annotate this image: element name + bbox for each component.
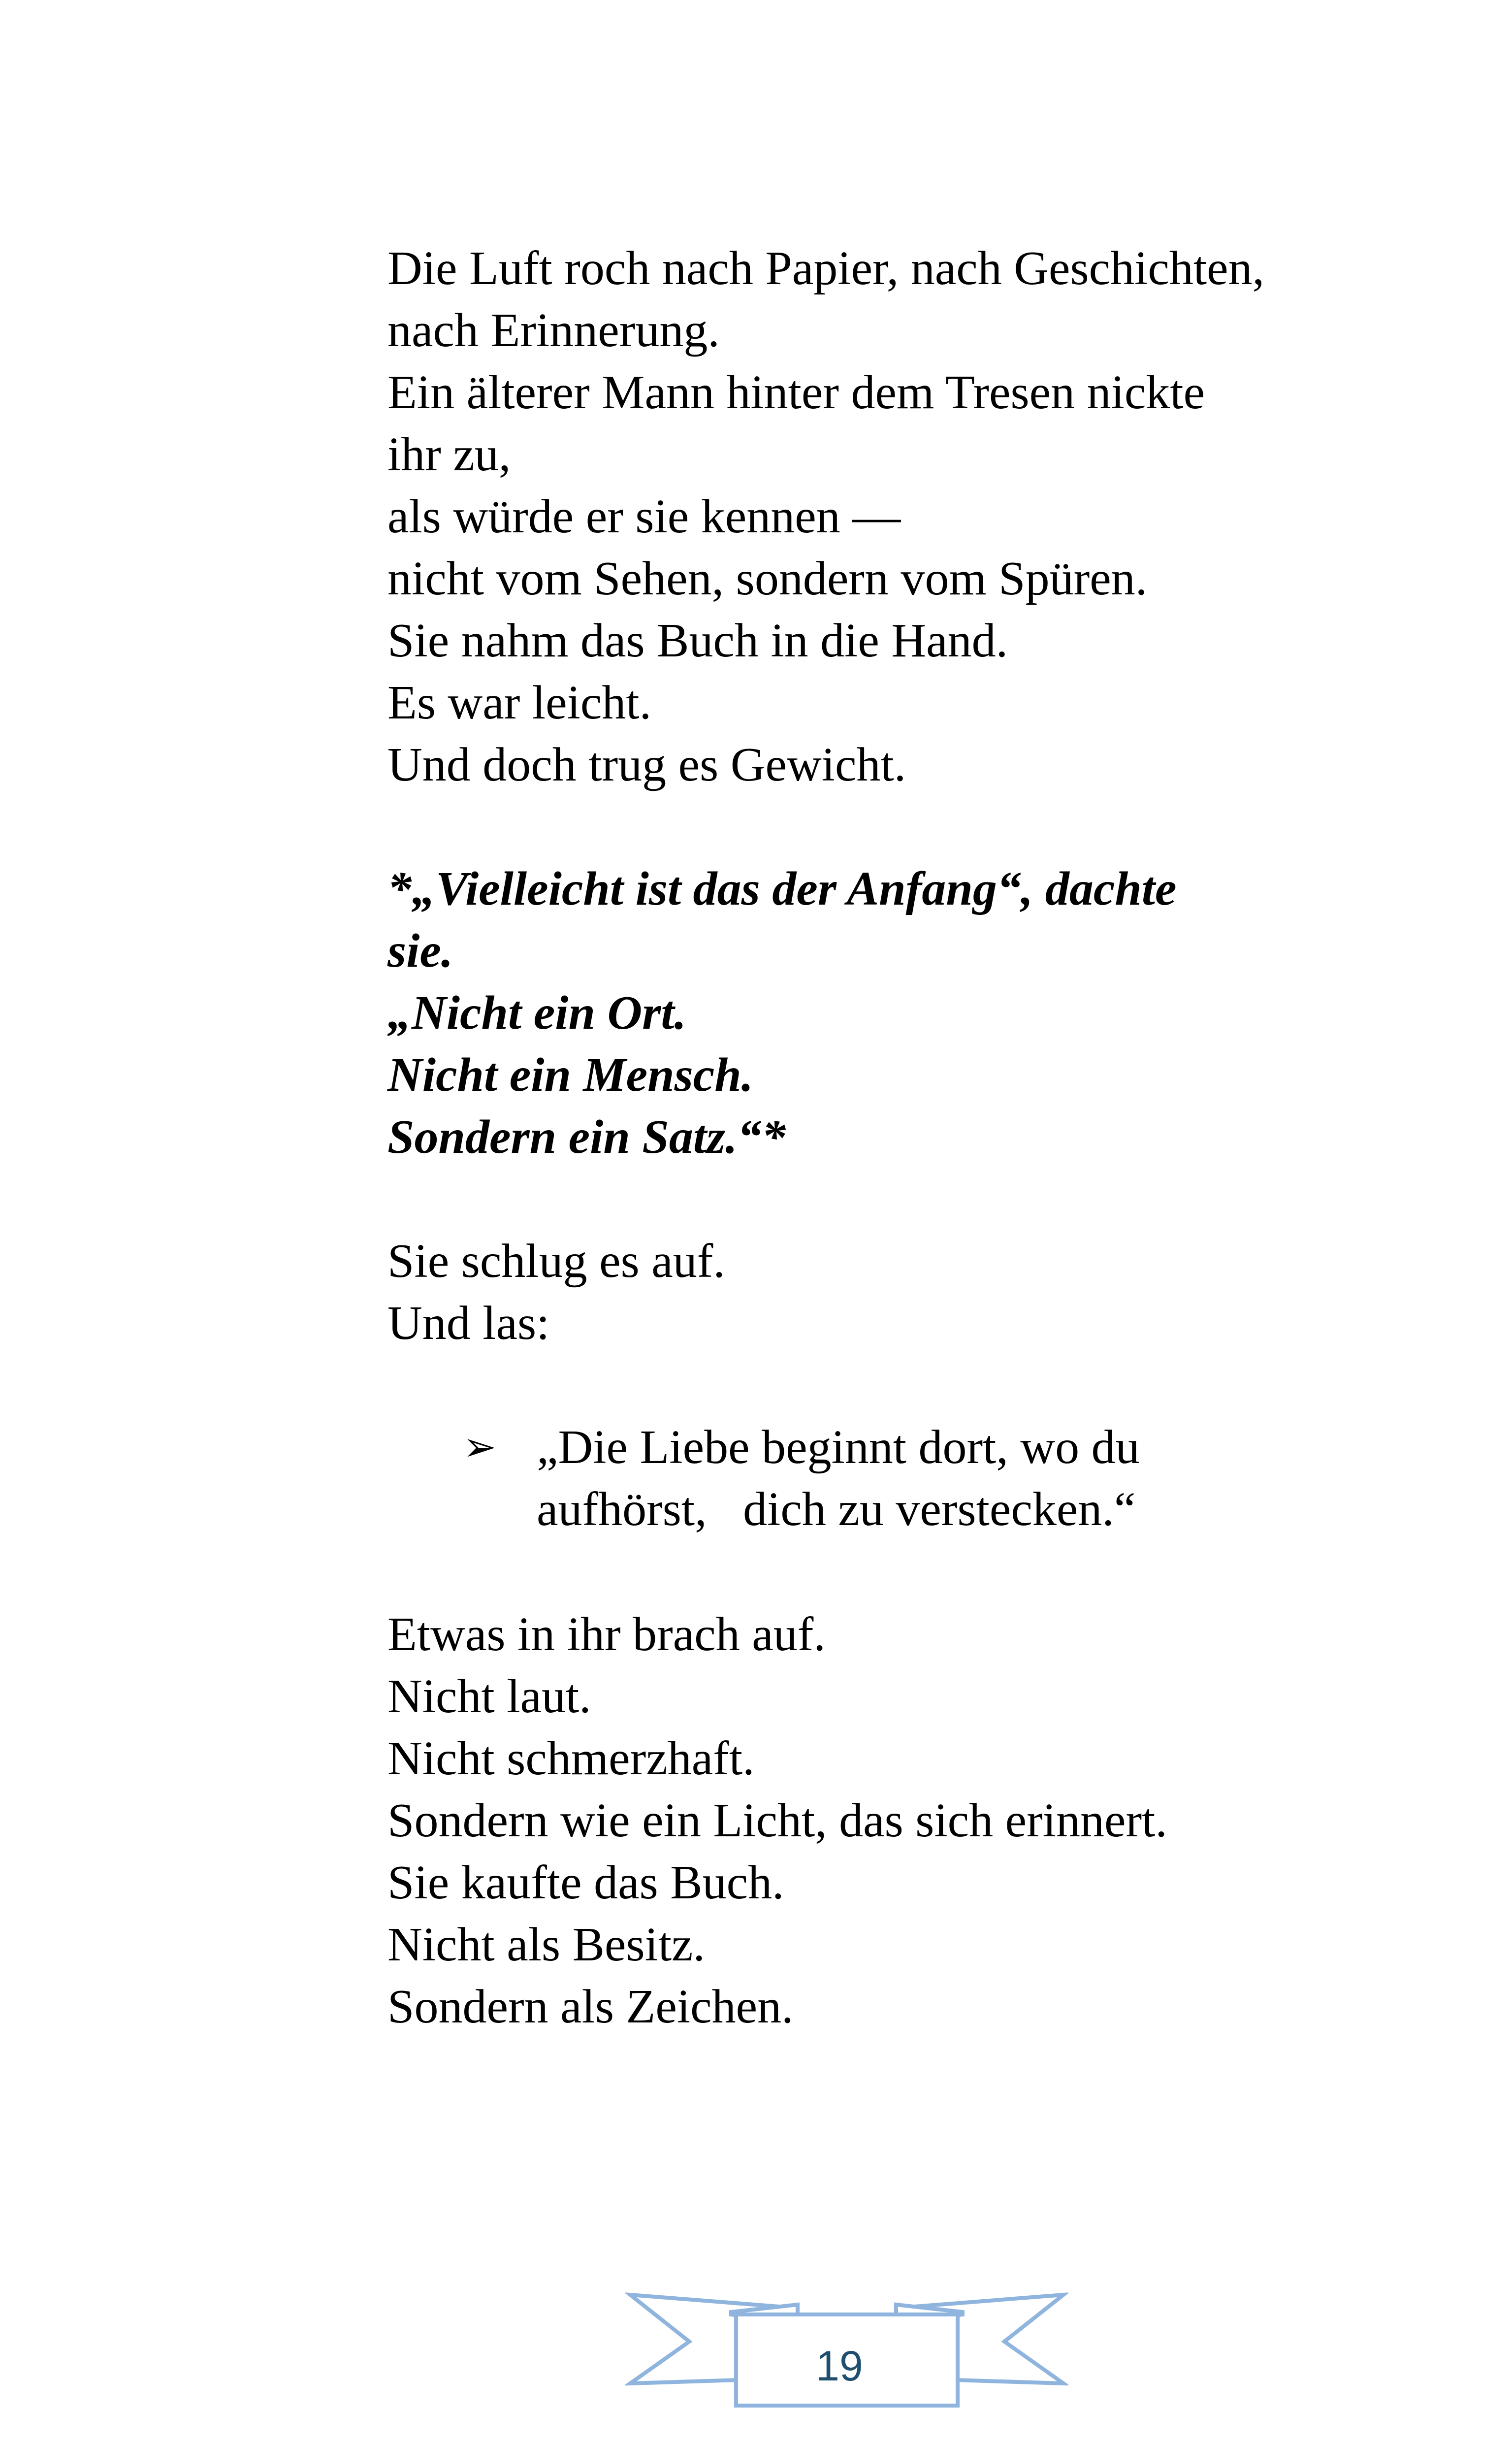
body-line: Es war leicht. (387, 676, 652, 729)
body-line: Nicht als Besitz. (387, 1918, 706, 1971)
body-line: als würde er sie kennen — (387, 490, 901, 543)
page-number: 19 (816, 2343, 863, 2390)
body-line: Sie schlug es auf. (387, 1235, 725, 1288)
arrow-bullet-icon: ➢ (463, 1425, 497, 1469)
body-line: Sondern wie ein Licht, das sich erinnert. (387, 1794, 1167, 1847)
body-line: Die Luft roch nach Papier, nach Geschichten, (387, 242, 1265, 295)
thought-line: Sondern ein Satz.“* (387, 1110, 786, 1164)
body-line: nach Erinnerung. (387, 304, 720, 357)
body-line: Und doch trug es Gewicht. (387, 738, 906, 791)
body-line: Nicht schmerzhaft. (387, 1732, 755, 1785)
body-line: Ein älterer Mann hinter dem Tresen nickte (387, 366, 1205, 419)
quote-line: aufhörst, dich zu verstecken.“ (537, 1483, 1136, 1536)
thought-line: *„Vielleicht ist das der Anfang“, dachte (387, 862, 1177, 915)
body-line: nicht vom Sehen, sondern vom Spüren. (387, 552, 1148, 605)
body-line: Nicht laut. (387, 1670, 591, 1723)
body-line: Sondern als Zeichen. (387, 1980, 794, 2033)
body-line: ihr zu, (387, 428, 511, 481)
thought-line: sie. (387, 924, 453, 977)
body-line: Sie nahm das Buch in die Hand. (387, 614, 1008, 667)
thought-line: Nicht ein Mensch. (387, 1048, 754, 1102)
body-line: Sie kaufte das Buch. (387, 1856, 784, 1909)
body-line: Und las: (387, 1297, 550, 1350)
quote-line: „Die Liebe beginnt dort, wo du (537, 1421, 1140, 1474)
body-line: Etwas in ihr brach auf. (387, 1608, 826, 1661)
thought-line: „Nicht ein Ort. (387, 986, 687, 1040)
